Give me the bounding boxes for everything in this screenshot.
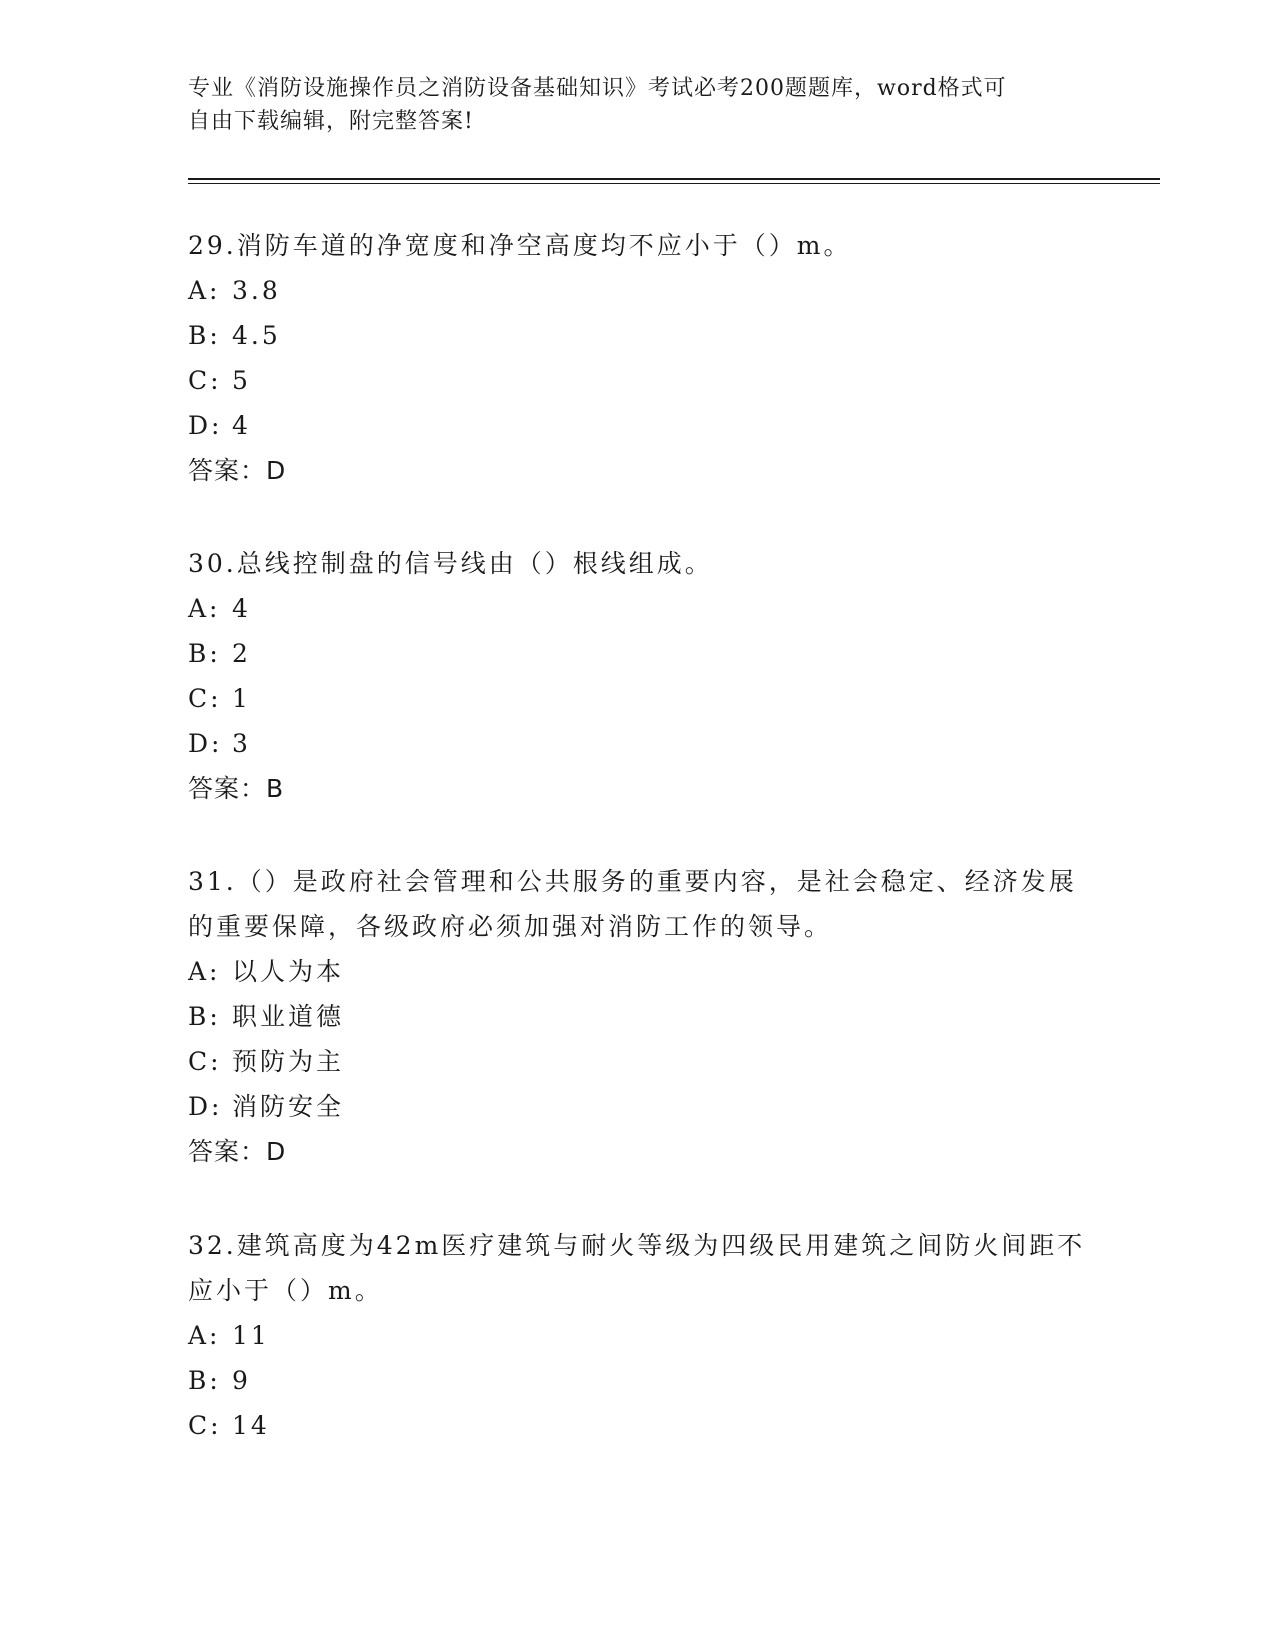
option-a <box>188 268 1088 313</box>
question-30 <box>188 541 1088 811</box>
option-text: 职业道德 <box>232 1002 345 1031</box>
option-text: 14 <box>232 1411 270 1440</box>
option-key: D: <box>188 729 223 758</box>
answer-label: 答案：D <box>188 456 287 485</box>
option-b <box>188 994 1088 1039</box>
option-text: 9 <box>232 1366 251 1395</box>
option-c <box>188 358 1088 403</box>
option-key: C: <box>188 1047 222 1076</box>
option-key: A: <box>188 276 221 305</box>
option-key: B: <box>188 321 221 350</box>
option-text: 11 <box>232 1321 270 1350</box>
option-text: 4 <box>232 594 251 623</box>
question-stem: 30.总线控制盘的信号线由（）根线组成。 <box>188 549 713 578</box>
answer-label: 答案：D <box>188 1137 287 1166</box>
option-c <box>188 1403 1088 1448</box>
option-key: D: <box>188 1092 223 1121</box>
option-text: 3.8 <box>232 276 281 305</box>
option-text: 4.5 <box>232 321 281 350</box>
option-key: C: <box>188 684 222 713</box>
option-key: A: <box>188 1321 221 1350</box>
question-stem: 32.建筑高度为42m医疗建筑与耐火等级为四级民用建筑之间防火间距不应小于（）m。 <box>188 1231 1086 1305</box>
option-a <box>188 1313 1088 1358</box>
option-d <box>188 403 1088 448</box>
option-key: C: <box>188 366 222 395</box>
header-rule-thick <box>188 178 1160 180</box>
option-b <box>188 631 1088 676</box>
option-c <box>188 676 1088 721</box>
option-b <box>188 1358 1088 1403</box>
document-header <box>188 72 1068 138</box>
option-text: 1 <box>232 684 251 713</box>
option-text: 消防安全 <box>232 1092 345 1121</box>
option-text: 5 <box>232 366 251 395</box>
option-b <box>188 313 1088 358</box>
option-key: B: <box>188 639 221 668</box>
option-a <box>188 586 1088 631</box>
option-key: B: <box>188 1002 221 1031</box>
question-29 <box>188 223 1088 493</box>
question-32 <box>188 1223 1088 1448</box>
option-text: 4 <box>232 411 251 440</box>
question-31 <box>188 859 1088 1174</box>
option-text: 2 <box>232 639 251 668</box>
question-stem: 31.（）是政府社会管理和公共服务的重要内容，是社会稳定、经济发展的重要保障，各级政府必须加强对消防工作的领导。 <box>188 867 1077 941</box>
option-text: 以人为本 <box>232 957 345 986</box>
option-key: D: <box>188 411 223 440</box>
option-a <box>188 949 1088 994</box>
option-key: A: <box>188 594 221 623</box>
option-d <box>188 721 1088 766</box>
header-rule-thin <box>188 183 1160 184</box>
option-d <box>188 1084 1088 1129</box>
option-key: C: <box>188 1411 222 1440</box>
header-line-2: 自由下载编辑，附完整答案! <box>188 109 474 134</box>
option-text: 3 <box>232 729 251 758</box>
option-key: B: <box>188 1366 221 1395</box>
question-stem: 29.消防车道的净宽度和净空高度均不应小于（）m。 <box>188 231 852 260</box>
answer-label: 答案：B <box>188 774 285 803</box>
option-text: 预防为主 <box>232 1047 345 1076</box>
option-c <box>188 1039 1088 1084</box>
header-line-1: 专业《消防设施操作员之消防设备基础知识》考试必考200题题库，word格式可 <box>188 76 1007 101</box>
option-key: A: <box>188 957 221 986</box>
